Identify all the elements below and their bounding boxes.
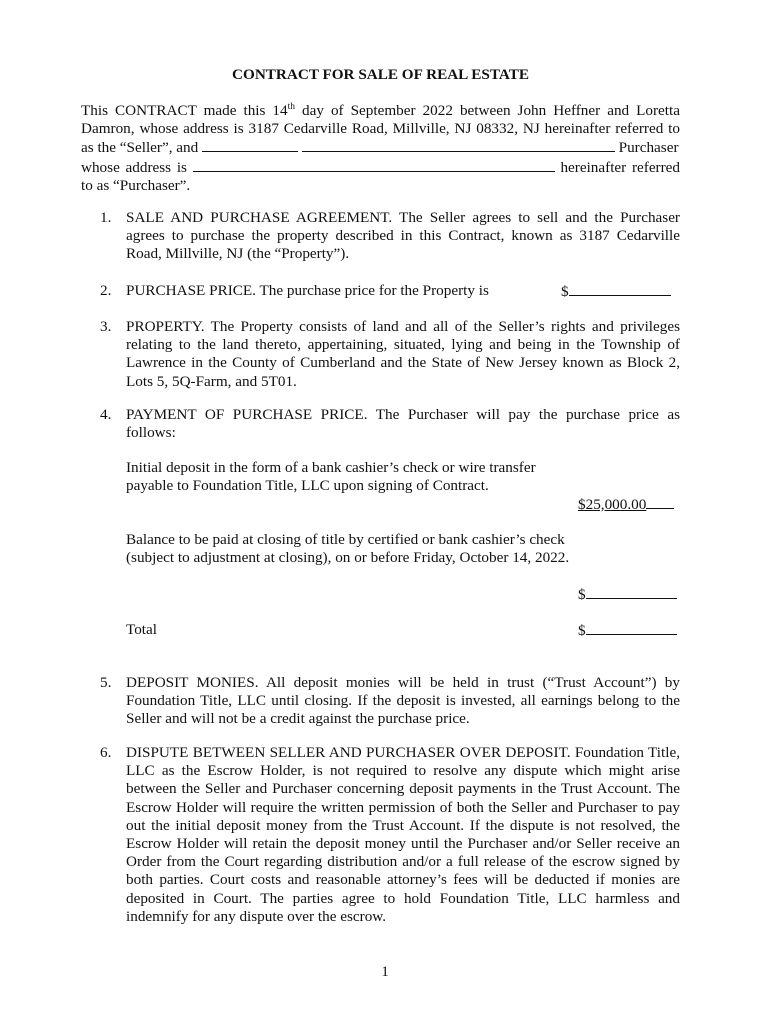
document-title: CONTRACT FOR SALE OF REAL ESTATE <box>232 66 529 83</box>
date-superscript: th <box>287 101 296 112</box>
initial-deposit-value: $25,000.00 <box>578 496 647 513</box>
payment-balance <box>126 531 680 603</box>
section-number: 3. <box>100 318 112 335</box>
intro-text-1: This CONTRACT made this 14 <box>81 102 288 119</box>
purchase-price-dollar: $ <box>561 283 569 300</box>
balance-amount-field <box>578 585 677 604</box>
section-3 <box>100 318 680 391</box>
section-text: SALE AND PURCHASE AGREEMENT. The Seller agrees to sell and the Purchaser agrees to purchase the property described in this Contract, known as 3187 Cedarville Road, Millville, NJ (the “Property”). <box>126 209 680 263</box>
total-amount-blank <box>586 621 677 635</box>
section-6 <box>100 744 680 926</box>
intro-paragraph <box>81 102 680 195</box>
section-number: 5. <box>100 674 112 691</box>
purchase-price-field <box>561 282 671 301</box>
section-text: PAYMENT OF PURCHASE PRICE. The Purchaser will pay the purchase price as follows: <box>126 406 680 442</box>
total-dollar: $ <box>578 622 586 639</box>
referred-text: hereinafter referred <box>554 158 681 176</box>
page-number: 1 <box>381 963 389 980</box>
section-4 <box>100 406 680 442</box>
balance-dollar: $ <box>578 586 586 603</box>
purchase-price-blank <box>569 282 671 296</box>
purchaser-word: Purchaser <box>614 139 679 157</box>
payment-total <box>126 621 680 639</box>
purchaser-name-blank-2 <box>302 138 615 152</box>
payment-initial-deposit <box>126 459 680 513</box>
purchase-price-text: PURCHASE PRICE. The purchase price for the Property is <box>126 282 489 299</box>
balance-description: Balance to be paid at closing of title by certified or bank cashier’s check (subject to adjustment at closing), on or before Friday, October 14, 2022. <box>126 531 570 567</box>
balance-amount-blank <box>586 585 677 599</box>
purchaser-name-blank-1 <box>202 138 298 152</box>
intro-text-2: day of September 2022 between John Heffner and Loretta Damron, whose address is 3187 Cedarville Road, Millville, NJ 08332, NJ hereinafter referred to as the “Seller”, and <box>81 102 680 157</box>
section-2 <box>100 282 680 300</box>
section-text: DISPUTE BETWEEN SELLER AND PURCHASER OVER DEPOSIT. Foundation Title, LLC as the Escrow Holder, is not required to resolve any dispute which might arise between the Seller and Purchaser concerning deposit payments in the Trust Account. The Escrow Holder will require the written permission of both the Seller and Purchaser to pay out the initial deposit money from the Trust Account. If the dispute is not resolved, the Escrow Holder will retain the deposit money until the Purchaser and/or Seller receive an Order from the Court regarding distribution and/or a full release of the escrow signed by both parties. Court costs and reasonable attorney’s fees will be deducted if monies are deposited in Court. The parties agree to hold Foundation Title, LLC harmless and indemnify for any dispute over the escrow. <box>126 744 680 925</box>
section-number: 6. <box>100 744 112 761</box>
section-1 <box>100 209 680 264</box>
section-number: 2. <box>100 282 112 299</box>
section-number: 4. <box>100 406 112 423</box>
initial-deposit-amount <box>578 495 674 514</box>
initial-deposit-underline <box>646 495 674 509</box>
section-text: DEPOSIT MONIES. All deposit monies will be held in trust (“Trust Account”) by Foundation Title, LLC until closing. If the deposit is invested, all earnings belong to the Seller and will not be a credit against the purchase price. <box>126 674 680 728</box>
section-5 <box>100 674 680 729</box>
section-text: PROPERTY. The Property consists of land and all of the Seller’s rights and privileges relating to the land thereto, appertaining, situated, lying and being in the Township of Lawrence in the County of Cumberland and the State of New Jersey known as Block 2, Lots 5, 5Q-Farm, and 5T01. <box>126 318 680 390</box>
section-number: 1. <box>100 209 112 226</box>
address-line <box>81 158 680 177</box>
intro-last-line: to as “Purchaser”. <box>81 176 191 194</box>
total-label: Total <box>126 621 157 638</box>
total-amount-field <box>578 621 677 640</box>
purchaser-address-blank <box>193 158 555 172</box>
address-lead: whose address is <box>81 158 193 176</box>
initial-deposit-description: Initial deposit in the form of a bank cashier’s check or wire transfer payable to Foundation Title, LLC upon signing of Contract. <box>126 459 536 495</box>
